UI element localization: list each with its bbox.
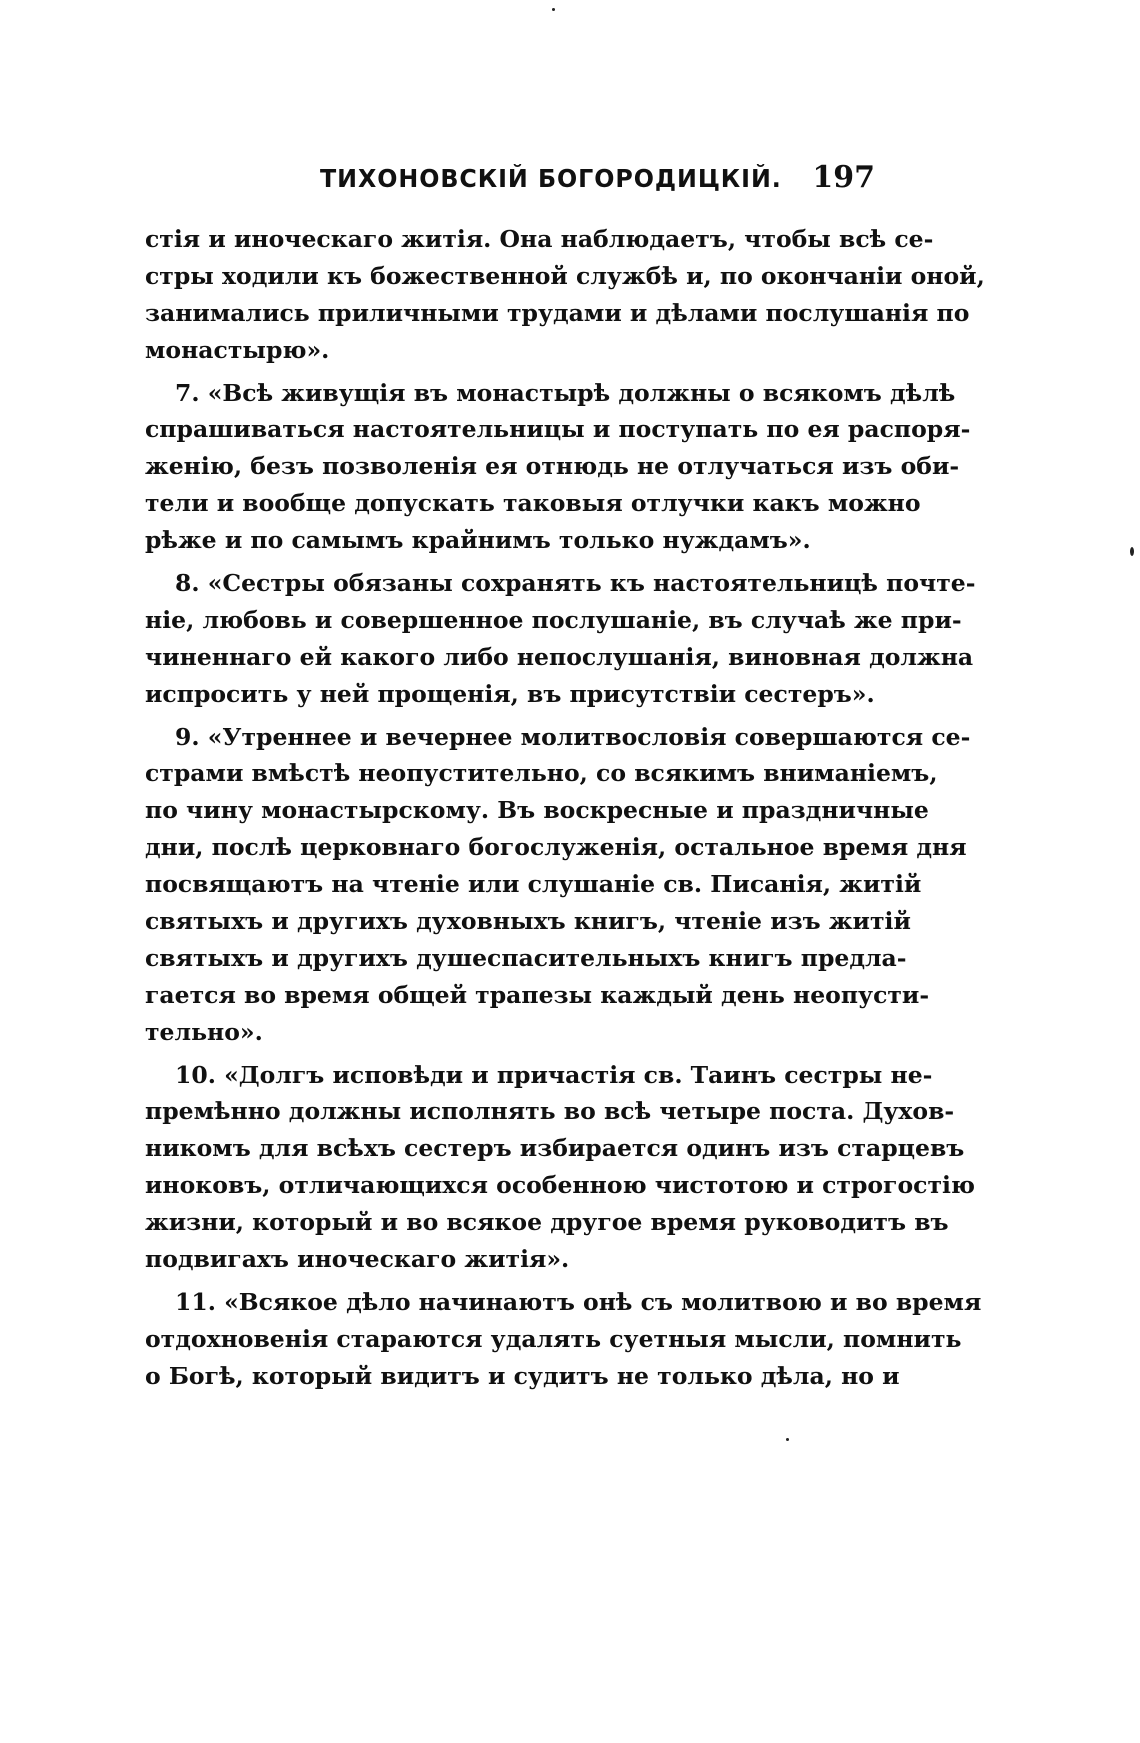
text-line: святыхъ и другихъ душеспасительныхъ книгъ предла- [145, 943, 907, 972]
text-line: никомъ для всѣхъ сестеръ избирается одинъ изъ старцевъ [145, 1134, 965, 1163]
print-speck [552, 8, 555, 11]
page-header [145, 160, 875, 200]
text-line: жизни, который и во всякое другое время руководитъ въ [145, 1208, 949, 1237]
text-line: 9. «Утреннее и вечернее молитвословія совершаются се- [175, 722, 971, 751]
text-line: иноковъ, отличающихся особенною чистотою и строгостію [145, 1171, 976, 1200]
text-line: гается во время общей трапезы каждый день неопусти- [145, 980, 930, 1009]
text-line: спрашиваться настоятельницы и поступать по ея распоря- [145, 415, 971, 444]
page-number: 197 [812, 160, 875, 195]
text-line: тельно». [145, 1017, 263, 1046]
text-line: ніе, любовь и совершенное послушаніе, въ случаѣ же при- [145, 605, 962, 634]
paragraph [145, 375, 971, 559]
text-line: чиненнаго ей какого либо непослушанія, виновная должна [145, 642, 974, 671]
body-text [145, 221, 985, 1395]
print-speck [786, 1438, 789, 1441]
text-line: святыхъ и другихъ духовныхъ книгъ, чтеніе изъ житій [145, 907, 911, 936]
paragraph [145, 565, 976, 713]
text-line: стры ходили къ божественной службѣ и, по окончаніи оной, [145, 261, 985, 290]
text-line: стія и иноческаго житія. Она наблюдаетъ, чтобы всѣ се- [145, 225, 934, 253]
text-line: рѣже и по самымъ крайнимъ только нуждамъ». [145, 526, 811, 555]
paragraph [145, 719, 971, 1051]
text-line: 7. «Всѣ живущія въ монастырѣ должны о всякомъ дѣлѣ [175, 378, 956, 407]
text-line: занимались приличными трудами и дѣлами послушанія по [145, 298, 970, 327]
paragraph [145, 221, 985, 369]
print-speck [1130, 547, 1134, 556]
text-line: тели и вообще допускать таковыя отлучки какъ можно [145, 489, 921, 518]
paragraph [145, 1057, 976, 1278]
text-line: страми вмѣстѣ неопустительно, со всякимъ вниманіемъ, [145, 759, 938, 788]
text-line: по чину монастырскому. Въ воскресные и праздничные [145, 796, 929, 825]
text-line: испросить у ней прощенія, въ присутствіи сестеръ». [145, 679, 875, 708]
text-line: 11. «Всякое дѣло начинаютъ онѣ съ молитвою и во время [175, 1287, 982, 1316]
text-line: отдохновенія стараются удалять суетныя мысли, помнить [145, 1324, 962, 1353]
text-line: 10. «Долгъ исповѣди и причастія св. Таинъ сестры не- [175, 1060, 933, 1089]
text-line: 8. «Сестры обязаны сохранять къ настоятельницѣ почте- [175, 569, 976, 598]
text-line: подвигахъ иноческаго житія». [145, 1245, 570, 1274]
text-line: о Богѣ, который видитъ и судитъ не только дѣла, но и [145, 1361, 900, 1390]
paragraph [145, 1284, 982, 1395]
text-line: премѣнно должны исполнять во всѣ четыре поста. Духов- [145, 1097, 955, 1126]
running-title: ТИХОНОВСКІЙ БОГОРОДИЦКІЙ. [320, 164, 782, 193]
text-line: посвящаютъ на чтеніе или слушаніе св. Писанія, житій [145, 870, 922, 899]
text-line: женію, безъ позволенія ея отнюдь не отлучаться изъ оби- [145, 452, 960, 481]
text-line: дни, послѣ церковнаго богослуженія, остальное время дня [145, 833, 967, 862]
text-line: монастырю». [145, 335, 330, 364]
